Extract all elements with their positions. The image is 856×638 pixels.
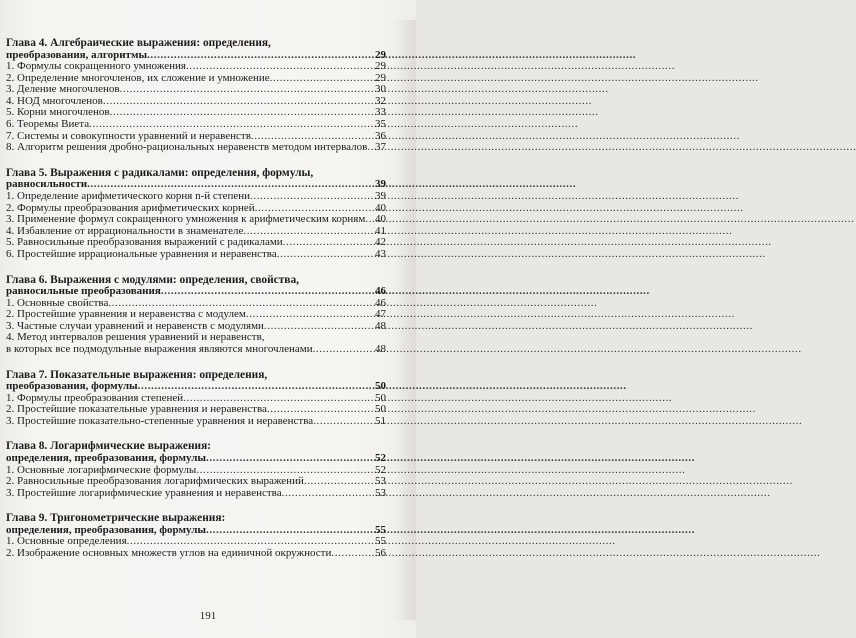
toc-entry-title: 2. Равносильные преобразования логарифмических выражений (6, 475, 304, 488)
toc-page-number: 33 (375, 106, 386, 119)
toc-page-number: 42 (375, 236, 386, 249)
toc-entry-title: 1. Основные логарифмические формулы (6, 463, 197, 476)
toc-entry[interactable] (6, 214, 386, 226)
chapter-title-text: равносильности (6, 178, 88, 191)
toc-entry[interactable] (6, 488, 386, 500)
toc-page-number: 40 (375, 201, 386, 214)
toc-page-number: 48 (375, 319, 386, 332)
toc-page-number: 50 (375, 391, 386, 404)
toc-page-number: 39 (375, 189, 386, 202)
toc-entry-title: 5. Корни многочленов (6, 106, 110, 119)
chapter-page-number: 39 (375, 178, 386, 191)
chapter-section (6, 274, 386, 356)
leader-dots (138, 381, 374, 393)
chapter-page-number: 46 (375, 285, 386, 297)
leader-dots (264, 321, 374, 333)
toc-entry-title: 1. Формулы сокращенного умножения (6, 60, 186, 73)
chapter-section (6, 167, 386, 261)
chapter-title: Глава 9. Тригонометрические выражения: (6, 512, 226, 525)
toc-entry[interactable] (6, 61, 386, 73)
chapter-title-text: преобразования, алгоритмы (6, 48, 148, 61)
chapter-title: Глава 6. Выражения с модулями: определения, свойства, (6, 273, 300, 286)
toc-entry-title: 1. Основные свойства (6, 296, 109, 309)
leader-dots (331, 548, 374, 560)
toc-entry-title: 3. Деление многочленов (6, 83, 120, 96)
leader-dots (89, 119, 374, 131)
toc-entry-title: 3. Простейшие логарифмические уравнения и неравенства (6, 486, 282, 499)
toc-entry-title: 4. НОД многочленов (6, 94, 103, 107)
toc-page-number: 35 (375, 118, 386, 131)
toc-entry-title: 3. Частные случаи уравнений и неравенств с модулями (6, 319, 264, 332)
toc-entry[interactable] (6, 191, 386, 203)
chapter-section (6, 512, 386, 559)
toc-entry-title: 8. Алгоритм решения дробно-рациональных неравенств методом интервалов (6, 141, 368, 154)
toc-entry-title: 2. Простейшие показательные уравнения и неравенства (6, 403, 267, 416)
toc-entry[interactable] (6, 249, 386, 261)
chapter-title: Глава 7. Показательные выражения: определения, (6, 368, 268, 381)
toc-entry-title: 4. Избавление от иррациональности в знаменателе (6, 224, 244, 237)
book-page (0, 0, 416, 638)
toc-page-number: 37 (375, 141, 386, 154)
leader-dots (277, 249, 374, 261)
chapter-title-text: равносильные преобразования (6, 285, 161, 297)
leader-dots (304, 476, 374, 488)
leader-dots (282, 488, 374, 500)
toc-entry-title: 1. Основные определения (6, 535, 127, 548)
toc-page-number: 41 (375, 224, 386, 237)
toc-page-number: 29 (375, 71, 386, 84)
leader-dots (365, 214, 374, 226)
toc-page-number: 53 (375, 486, 386, 499)
toc-page-number: 36 (375, 129, 386, 142)
chapter-title-line (6, 453, 386, 465)
toc-entry-title: 5. Равносильные преобразования выражений с радикалами (6, 236, 283, 249)
toc-entry-title: 7. Системы и совокупности уравнений и неравенств (6, 129, 251, 142)
toc-page-number: 29 (375, 60, 386, 73)
toc-page-number: 50 (375, 403, 386, 416)
toc-page-number: 30 (375, 83, 386, 96)
toc-page-number: 46 (375, 296, 386, 309)
toc-entry[interactable] (6, 548, 386, 560)
chapter-title: Глава 4. Алгебраические выражения: определения, (6, 37, 271, 49)
toc-page-number: 47 (375, 308, 386, 321)
chapter-section (6, 37, 386, 154)
leader-dots (313, 344, 374, 356)
chapter-title-text: преобразования, формулы (6, 380, 138, 393)
chapter-section (6, 369, 386, 428)
chapter-title-text: определения, преобразования, формулы (6, 523, 206, 536)
toc-page-number: 48 (375, 342, 386, 355)
toc-page-number: 32 (375, 94, 386, 107)
toc-page-number: 53 (375, 475, 386, 488)
table-of-contents (6, 37, 386, 573)
toc-entry-title: 1. Формулы преобразования степеней (6, 391, 184, 404)
chapter-title: Глава 5. Выражения с радикалами: определения, формулы, (6, 166, 314, 179)
toc-entry-title: 4. Метод интервалов решения уравнений и неравенств, (6, 331, 265, 344)
chapter-page-number: 52 (375, 451, 386, 464)
toc-page-number: 56 (375, 547, 386, 559)
toc-entry-title: 3. Применение формул сокращенного умножения к арифметическим корням (6, 213, 366, 226)
toc-entry-title: 6. Простейшие иррациональные уравнения и неравенства (6, 247, 277, 260)
toc-entry-title: 2. Изображение основных множеств углов на единичной окружности (6, 547, 332, 559)
toc-entry-title: 2. Простейшие уравнения и неравенства с модулем (6, 308, 246, 321)
toc-entry-title: 2. Формулы преобразования арифметических корней (6, 201, 255, 214)
leader-dots (206, 453, 374, 465)
toc-page-number: 43 (375, 247, 386, 260)
chapter-title-line (6, 381, 386, 393)
toc-entry-title: 3. Простейшие показательно-степенные уравнения и неравенства (6, 414, 314, 427)
toc-entry[interactable] (6, 476, 386, 488)
toc-entry-title: 6. Теоремы Виета (6, 118, 90, 131)
chapter-title-line (6, 286, 386, 298)
toc-entry[interactable] (6, 416, 386, 428)
chapter-title: Глава 8. Логарифмические выражения: (6, 440, 212, 453)
toc-page-number: 52 (375, 463, 386, 476)
page-number: 191 (199, 610, 217, 622)
toc-page-number: 51 (375, 414, 386, 427)
toc-page-number: 40 (375, 213, 386, 226)
toc-entry-continuation[interactable] (6, 344, 386, 356)
leader-dots (186, 61, 374, 73)
toc-entry-title: 1. Определение арифметического корня n-й степени (6, 189, 250, 202)
leader-dots (250, 191, 374, 203)
chapter-page-number: 29 (375, 48, 386, 61)
toc-entry[interactable] (6, 119, 386, 131)
chapter-page-number: 55 (375, 523, 386, 536)
leader-dots (161, 286, 374, 298)
chapter-page-number: 50 (375, 380, 386, 393)
leader-dots (313, 416, 374, 428)
toc-entry[interactable] (6, 142, 386, 154)
chapter-title-text: определения, преобразования, формулы (6, 451, 206, 464)
toc-entry-title: в которых все подмодульные выражения являются многочленами (6, 342, 313, 355)
chapter-section (6, 440, 386, 499)
leader-dots (367, 142, 374, 154)
toc-page-number: 55 (375, 535, 386, 548)
toc-entry-title: 2. Определение многочленов, их сложение и умножение (6, 71, 270, 84)
